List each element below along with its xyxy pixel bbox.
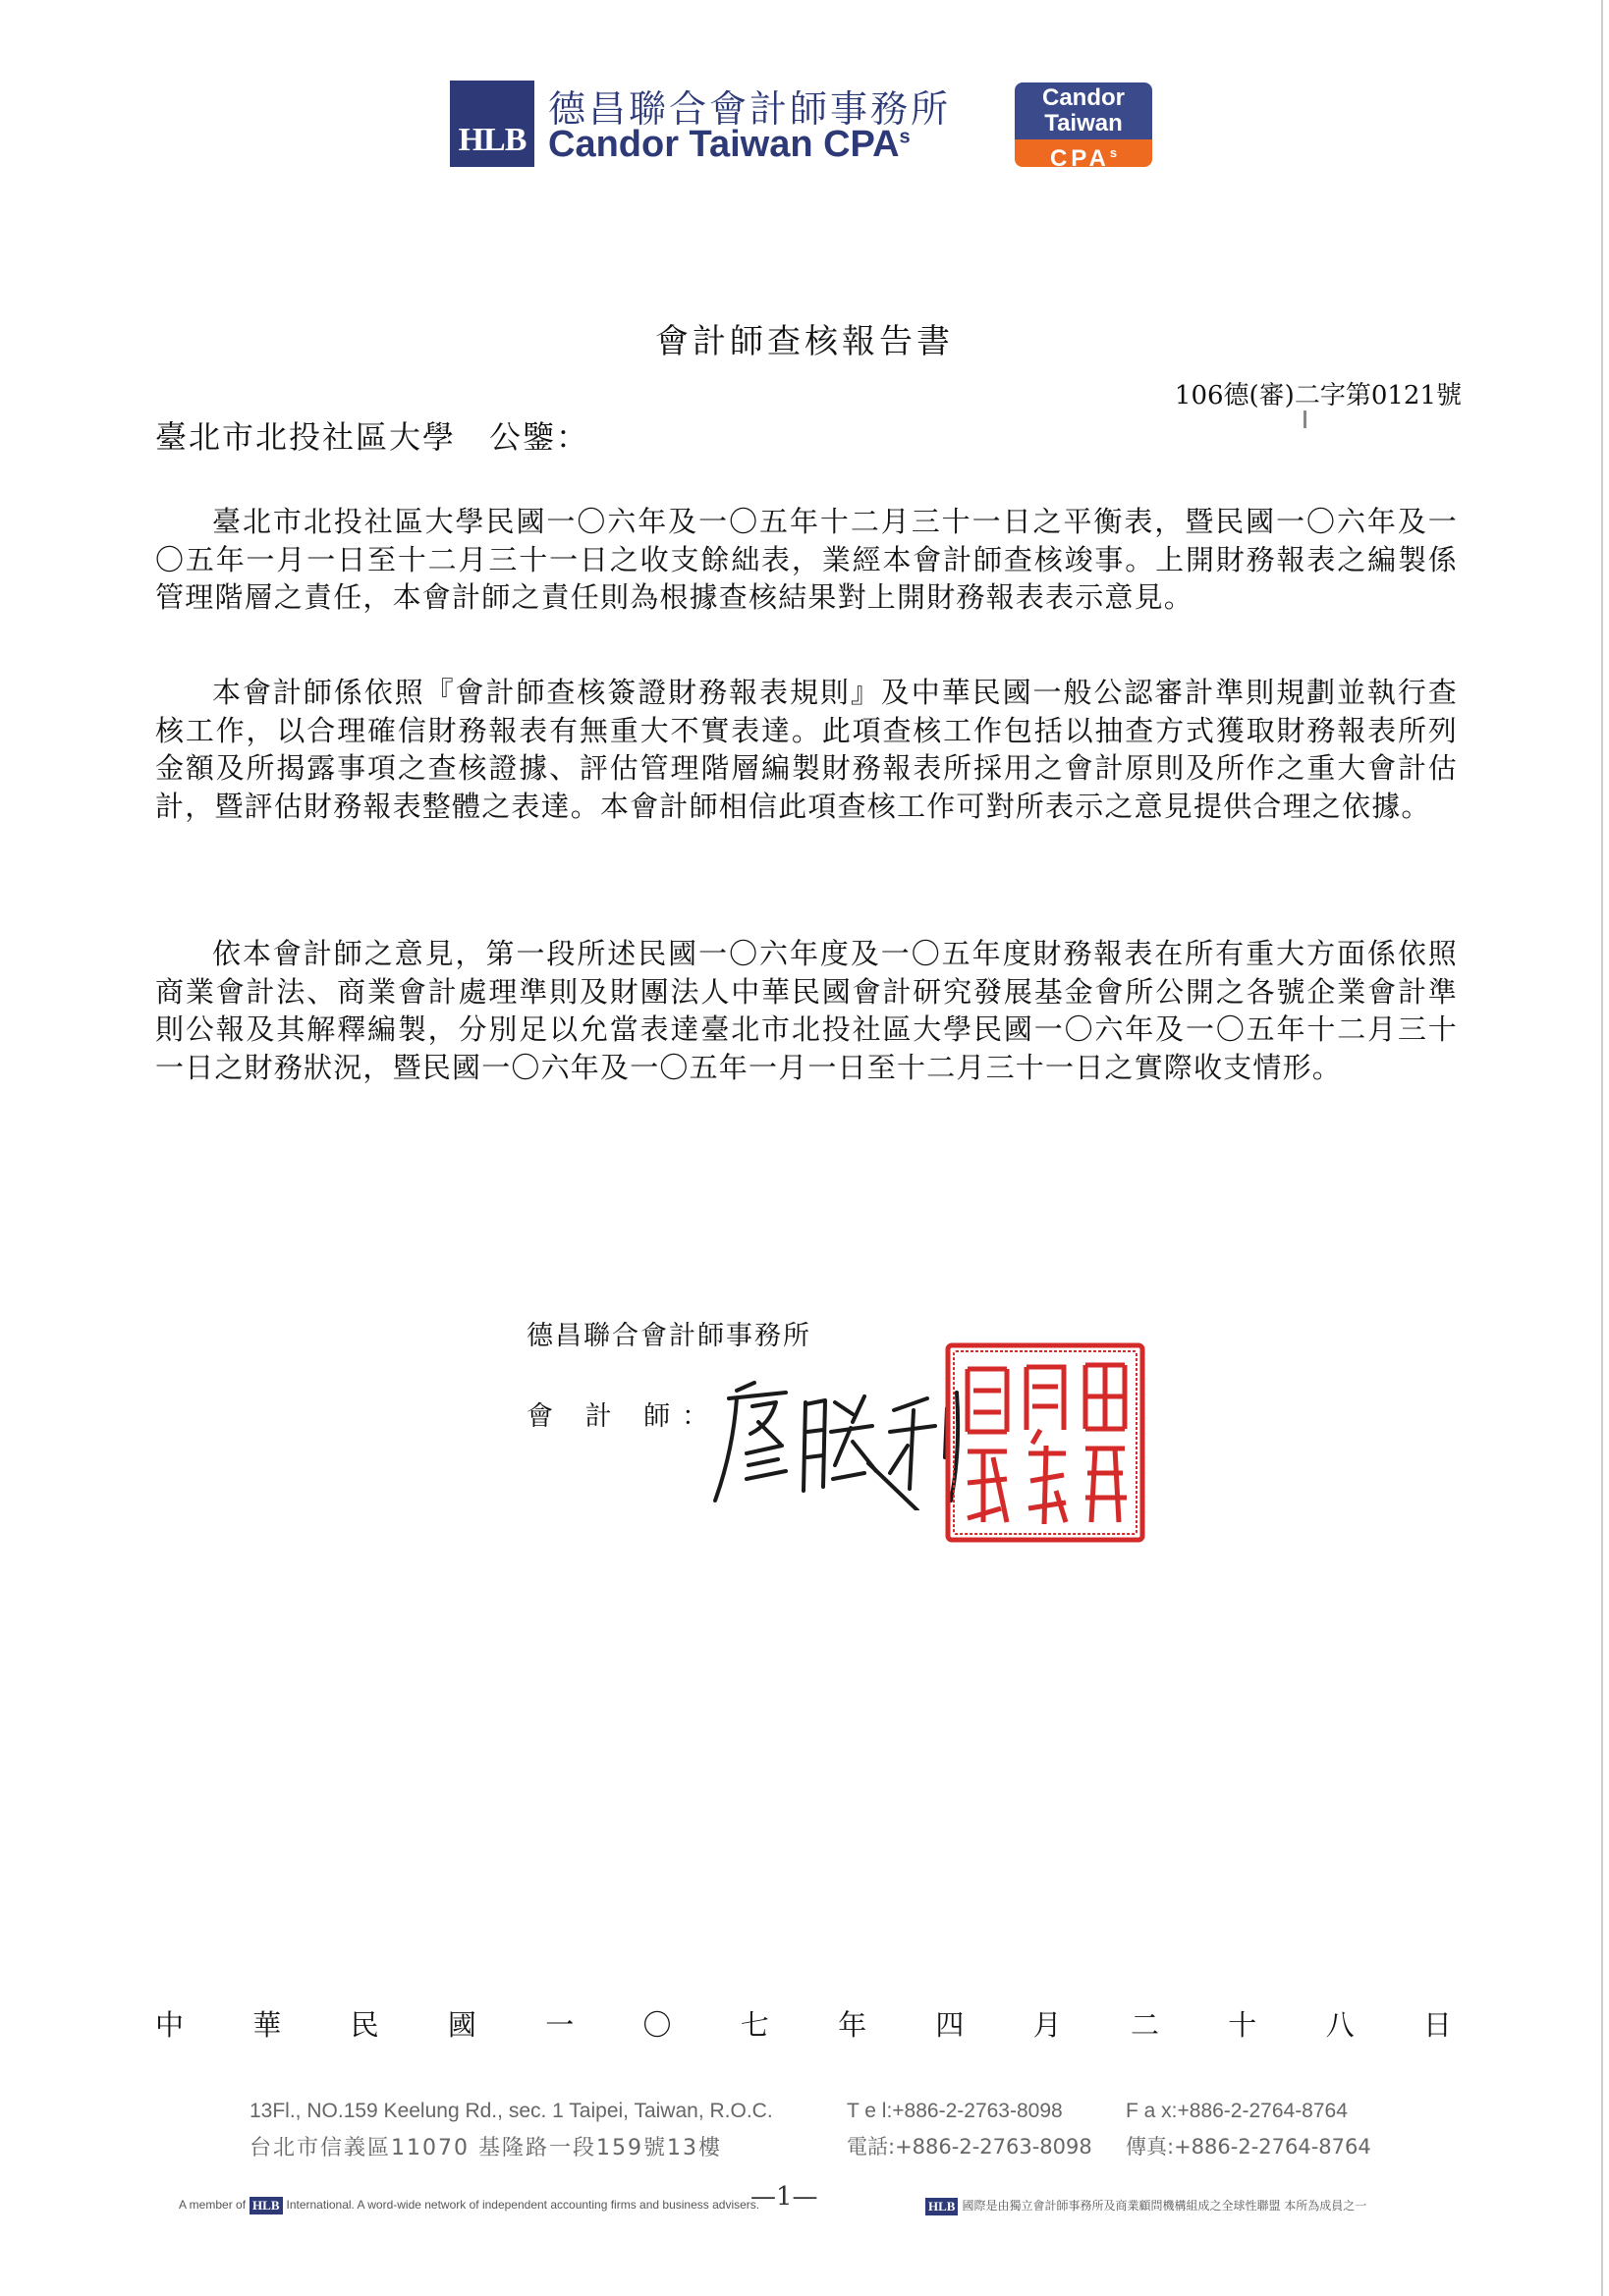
hlb-mini-logo: HLB — [250, 2197, 282, 2214]
badge-line2: Taiwan — [1044, 110, 1123, 137]
firm-name-en-sup: s — [899, 126, 911, 148]
hlb-mini-logo: HLB — [925, 2198, 958, 2215]
footer-address-en: 13Fl., NO.159 Keelung Rd., sec. 1 Taipei, Taiwan, R.O.C. — [250, 2100, 773, 2122]
firm-name-en — [548, 124, 911, 166]
handwritten-signature — [707, 1363, 963, 1510]
date-char: 〇 — [642, 2008, 672, 2042]
footer-tel-zh: 電話:+886-2-2763-8098 — [847, 2135, 1092, 2159]
date-char: 華 — [252, 2008, 282, 2042]
accountant-label: 會 計 師： — [527, 1401, 721, 1432]
footer-address-zh: 台北市信義區11070 基隆路一段159號13樓 — [250, 2136, 722, 2160]
badge-line3-sup: s — [1109, 145, 1118, 160]
date-char: 中 — [155, 2008, 185, 2042]
candor-badge — [1015, 82, 1152, 167]
date-char: 四 — [935, 2008, 965, 2042]
signing-firm: 德昌聯合會計師事務所 — [527, 1321, 811, 1351]
report-date — [155, 2003, 1452, 2044]
badge-line1: Candor — [1042, 84, 1125, 111]
addressee: 臺北市北投社區大學 公鑒： — [155, 418, 590, 456]
date-char: 八 — [1325, 2008, 1355, 2042]
hlb-text: HLB — [458, 122, 527, 158]
date-char: 日 — [1422, 2008, 1452, 2042]
date-char: 一 — [545, 2008, 575, 2042]
candor-badge-bottom — [1015, 139, 1152, 167]
document-title: 會計師查核報告書 — [655, 322, 954, 361]
member-statement-zh — [921, 2197, 1366, 2215]
date-char: 十 — [1228, 2008, 1257, 2042]
page-number: —1— — [750, 2182, 818, 2212]
paragraph-3: 依本會計師之意見，第一段所述民國一〇六年度及一〇五年度財務報表在所有重大方面係依照商業會計法、商業會計處理準則及財團法人中華民國會計研究發展基金會所公開之各號企業會計準則公報及其解釋編製，分別足以允當表達臺北市北投社區大學民國一〇六年及一〇五年十二月三十一日之財務狀況，暨民國一〇六年及一〇五年一月一日至十二月三十一日之實際收支情形。 — [155, 937, 1458, 1084]
firm-name-en-text: Candor Taiwan CPA — [548, 124, 900, 165]
date-char: 國 — [447, 2008, 476, 2042]
reference-number: 106德(審)二字第0121號 — [1174, 381, 1462, 410]
badge-line3: CPA — [1049, 145, 1110, 167]
pen-mark — [1304, 410, 1306, 428]
member-suffix: International. A word-wide network of independent accounting firms and business advisers. — [286, 2198, 760, 2213]
date-char: 民 — [350, 2008, 379, 2042]
date-char: 七 — [740, 2008, 769, 2042]
footer-fax-en: F a x:+886-2-2764-8764 — [1126, 2100, 1348, 2122]
member-statement-en — [179, 2197, 759, 2214]
paragraph-1: 臺北市北投社區大學民國一〇六年及一〇五年十二月三十一日之平衡表，暨民國一〇六年及一〇五年一月一日至十二月三十一日之收支餘絀表，業經本會計師查核竣事。上開財務報表之編製係管理階層之責任，本會計師之責任則為根據查核結果對上開財務報表表示意見。 — [155, 505, 1458, 614]
firm-name-zh: 德昌聯合會計師事務所 — [548, 87, 952, 131]
member-zh-text: 國際是由獨立會計師事務所及商業顧問機構組成之全球性聯盟 本所為成員之一 — [962, 2199, 1367, 2213]
date-char: 月 — [1032, 2008, 1062, 2042]
firm-logo — [450, 79, 1157, 169]
footer-tel-en: T e l:+886-2-2763-8098 — [847, 2100, 1063, 2122]
hlb-logo-mark — [450, 81, 534, 167]
candor-badge-top — [1015, 82, 1152, 139]
date-char: 二 — [1130, 2008, 1159, 2042]
paragraph-2: 本會計師係依照『會計師查核簽證財務報表規則』及中華民國一般公認審計準則規劃並執行查核工作，以合理確信財務報表有無重大不實表達。此項查核工作包括以抽查方式獲取財務報表所列金額及所揭露事項之查核證據、評估管理階層編製財務報表所採用之會計原則及所作之重大會計估計，暨評估財務報表整體之表達。本會計師相信此項查核工作可對所表示之意見提供合理之依據。 — [155, 676, 1458, 823]
member-prefix: A member of — [179, 2198, 247, 2213]
date-char: 年 — [838, 2008, 867, 2042]
footer-fax-zh: 傳真:+886-2-2764-8764 — [1126, 2135, 1371, 2159]
red-seal-stamp — [938, 1336, 1152, 1550]
